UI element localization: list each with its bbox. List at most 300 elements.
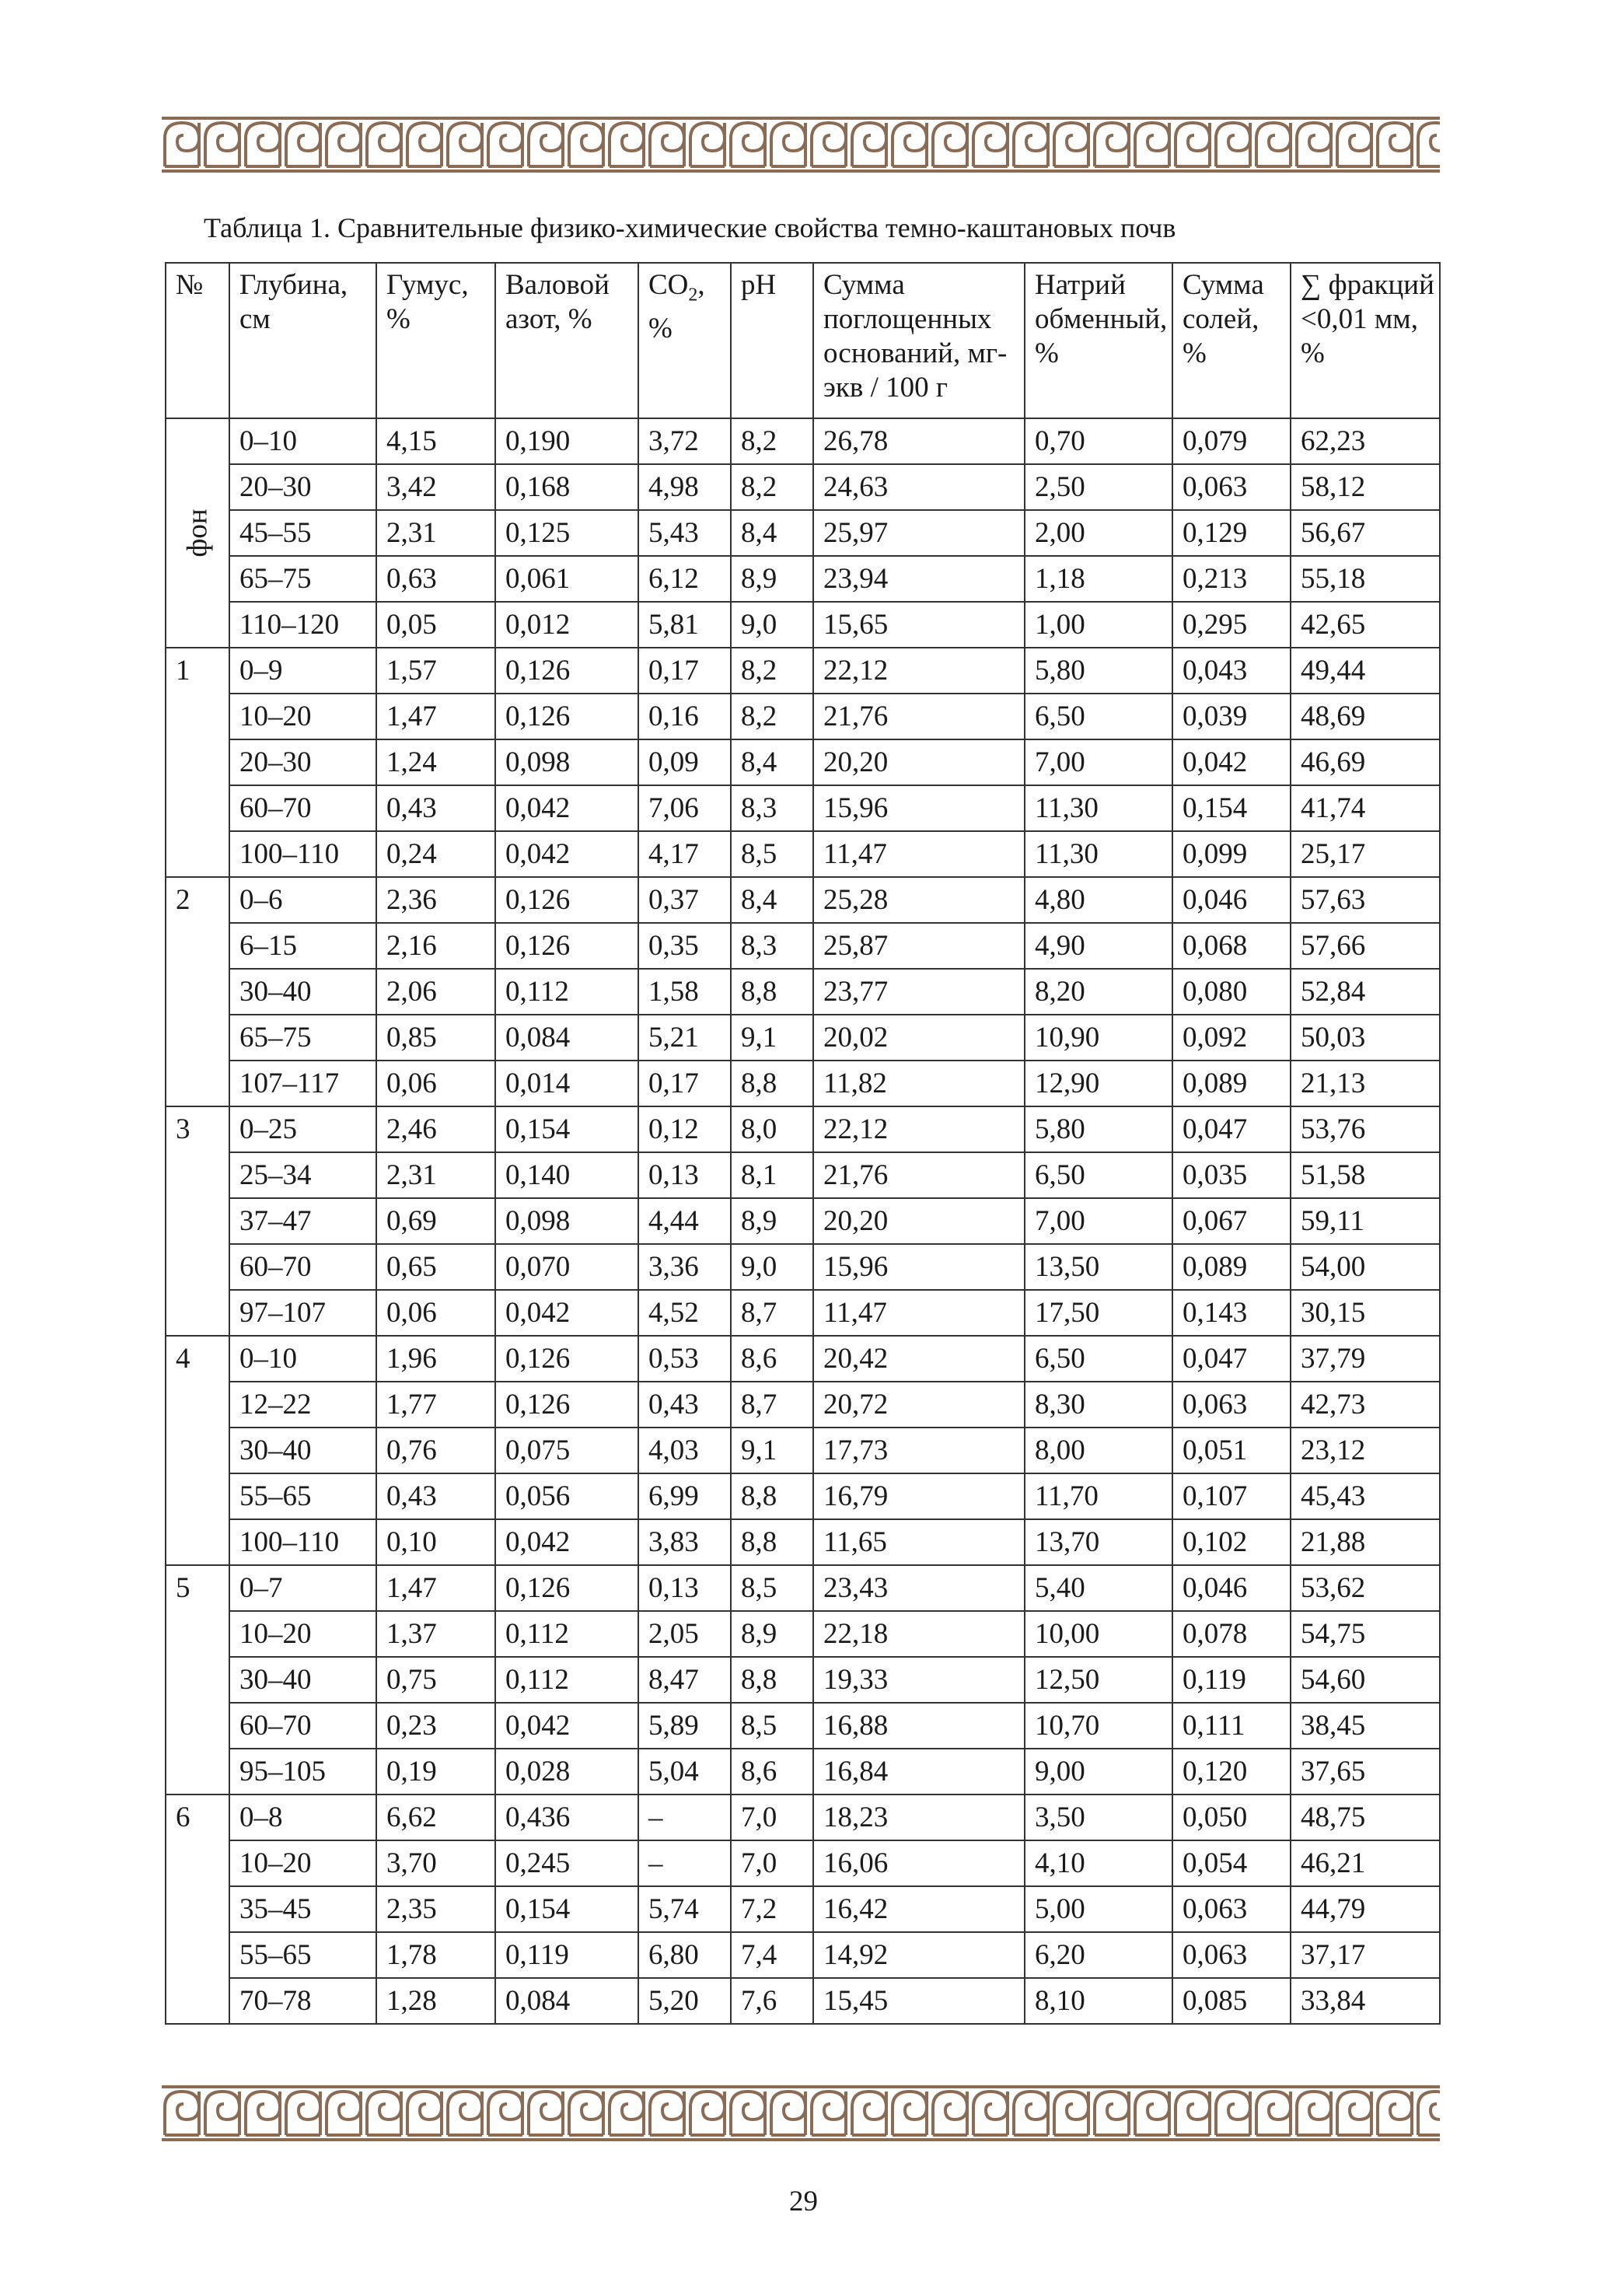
- cell-salts: 0,063: [1172, 1886, 1291, 1932]
- cell-salts: 0,067: [1172, 1198, 1291, 1244]
- cell-fractions: 54,60: [1291, 1657, 1440, 1703]
- cell-humus: 0,43: [376, 1473, 495, 1519]
- table-row: [166, 785, 1440, 831]
- page-number: 29: [789, 2186, 818, 2217]
- cell-sodium: 12,50: [1025, 1657, 1172, 1703]
- cell-co2: 0,12: [638, 1106, 731, 1152]
- cell-co2: 0,17: [638, 648, 731, 694]
- cell-depth: 30–40: [229, 1428, 376, 1473]
- cell-fractions: 62,23: [1291, 418, 1440, 464]
- table-row: [166, 739, 1440, 785]
- cell-depth: 0–8: [229, 1795, 376, 1840]
- cell-bases: 20,20: [813, 1198, 1025, 1244]
- cell-bases: 16,42: [813, 1886, 1025, 1932]
- cell-bases: 20,20: [813, 739, 1025, 785]
- cell-ph: 7,2: [731, 1886, 813, 1932]
- cell-humus: 3,42: [376, 464, 495, 510]
- cell-ph: 8,9: [731, 556, 813, 602]
- cell-humus: 4,15: [376, 418, 495, 464]
- cell-salts: 0,047: [1172, 1106, 1291, 1152]
- table-row: [166, 1198, 1440, 1244]
- cell-sodium: 4,90: [1025, 923, 1172, 969]
- cell-ph: 8,7: [731, 1290, 813, 1336]
- cell-humus: 0,85: [376, 1015, 495, 1061]
- cell-humus: 1,47: [376, 694, 495, 739]
- cell-nitrogen: 0,436: [495, 1795, 638, 1840]
- cell-bases: 17,73: [813, 1428, 1025, 1473]
- cell-bases: 22,18: [813, 1611, 1025, 1657]
- cell-salts: 0,080: [1172, 969, 1291, 1015]
- cell-fractions: 57,63: [1291, 877, 1440, 923]
- cell-salts: 0,102: [1172, 1519, 1291, 1565]
- cell-ph: 8,0: [731, 1106, 813, 1152]
- cell-sodium: 13,70: [1025, 1519, 1172, 1565]
- cell-sodium: 12,90: [1025, 1061, 1172, 1106]
- table-row: [166, 1428, 1440, 1473]
- cell-salts: 0,063: [1172, 1382, 1291, 1428]
- cell-sodium: 8,20: [1025, 969, 1172, 1015]
- cell-ph: 9,1: [731, 1015, 813, 1061]
- cell-sodium: 1,00: [1025, 602, 1172, 648]
- cell-ph: 9,1: [731, 1428, 813, 1473]
- cell-humus: 0,69: [376, 1198, 495, 1244]
- cell-sodium: 11,70: [1025, 1473, 1172, 1519]
- cell-salts: 0,111: [1172, 1703, 1291, 1749]
- cell-fractions: 54,00: [1291, 1244, 1440, 1290]
- cell-depth: 20–30: [229, 464, 376, 510]
- cell-co2: 3,83: [638, 1519, 731, 1565]
- cell-depth: 0–6: [229, 877, 376, 923]
- cell-humus: 1,77: [376, 1382, 495, 1428]
- cell-humus: 0,23: [376, 1703, 495, 1749]
- cell-ph: 8,1: [731, 1152, 813, 1198]
- cell-ph: 9,0: [731, 602, 813, 648]
- cell-nitrogen: 0,140: [495, 1152, 638, 1198]
- cell-co2: 5,43: [638, 510, 731, 556]
- cell-depth: 0–10: [229, 1336, 376, 1382]
- cell-bases: 19,33: [813, 1657, 1025, 1703]
- group-number: 2: [166, 877, 229, 1106]
- cell-nitrogen: 0,014: [495, 1061, 638, 1106]
- cell-depth: 60–70: [229, 1244, 376, 1290]
- cell-nitrogen: 0,125: [495, 510, 638, 556]
- cell-fractions: 21,13: [1291, 1061, 1440, 1106]
- cell-nitrogen: 0,126: [495, 648, 638, 694]
- cell-humus: 0,76: [376, 1428, 495, 1473]
- cell-sodium: 10,00: [1025, 1611, 1172, 1657]
- cell-nitrogen: 0,245: [495, 1840, 638, 1886]
- cell-sodium: 5,80: [1025, 1106, 1172, 1152]
- cell-salts: 0,039: [1172, 694, 1291, 739]
- cell-salts: 0,046: [1172, 1565, 1291, 1611]
- cell-fractions: 41,74: [1291, 785, 1440, 831]
- cell-depth: 12–22: [229, 1382, 376, 1428]
- cell-humus: 2,36: [376, 877, 495, 923]
- cell-bases: 25,28: [813, 877, 1025, 923]
- header-nitrogen: Валовой азот, %: [495, 263, 638, 418]
- cell-co2: 0,43: [638, 1382, 731, 1428]
- cell-fractions: 49,44: [1291, 648, 1440, 694]
- header-num: №: [166, 263, 229, 418]
- cell-bases: 16,06: [813, 1840, 1025, 1886]
- header-salts: Сумма солей, %: [1172, 263, 1291, 418]
- cell-nitrogen: 0,112: [495, 969, 638, 1015]
- cell-co2: 6,80: [638, 1932, 731, 1978]
- cell-nitrogen: 0,061: [495, 556, 638, 602]
- cell-depth: 0–25: [229, 1106, 376, 1152]
- cell-nitrogen: 0,042: [495, 1703, 638, 1749]
- cell-humus: 3,70: [376, 1840, 495, 1886]
- cell-fractions: 48,69: [1291, 694, 1440, 739]
- cell-depth: 107–117: [229, 1061, 376, 1106]
- cell-sodium: 2,00: [1025, 510, 1172, 556]
- cell-nitrogen: 0,126: [495, 1565, 638, 1611]
- cell-bases: 11,65: [813, 1519, 1025, 1565]
- cell-fractions: 48,75: [1291, 1795, 1440, 1840]
- cell-bases: 26,78: [813, 418, 1025, 464]
- cell-fractions: 42,73: [1291, 1382, 1440, 1428]
- cell-fractions: 46,21: [1291, 1840, 1440, 1886]
- cell-co2: 0,09: [638, 739, 731, 785]
- cell-humus: 0,06: [376, 1290, 495, 1336]
- cell-bases: 16,79: [813, 1473, 1025, 1519]
- cell-ph: 8,6: [731, 1749, 813, 1795]
- cell-nitrogen: 0,126: [495, 694, 638, 739]
- table-row: [166, 1611, 1440, 1657]
- group-number: 1: [166, 648, 229, 877]
- cell-sodium: 8,30: [1025, 1382, 1172, 1428]
- cell-co2: 8,47: [638, 1657, 731, 1703]
- cell-depth: 65–75: [229, 556, 376, 602]
- header-sodium: Натрий обменный, %: [1025, 263, 1172, 418]
- cell-fractions: 42,65: [1291, 602, 1440, 648]
- header-fractions: ∑ фракций <0,01 мм, %: [1291, 263, 1440, 418]
- group-number: 3: [166, 1106, 229, 1336]
- table-row: [166, 1152, 1440, 1198]
- cell-sodium: 6,20: [1025, 1932, 1172, 1978]
- cell-bases: 15,65: [813, 602, 1025, 648]
- cell-co2: 0,13: [638, 1152, 731, 1198]
- cell-sodium: 10,70: [1025, 1703, 1172, 1749]
- table-row: [166, 1336, 1440, 1382]
- cell-nitrogen: 0,126: [495, 1336, 638, 1382]
- cell-fractions: 51,58: [1291, 1152, 1440, 1198]
- cell-sodium: 6,50: [1025, 1152, 1172, 1198]
- cell-co2: 3,72: [638, 418, 731, 464]
- table-body: [166, 418, 1440, 2024]
- table-row: [166, 464, 1440, 510]
- cell-ph: 9,0: [731, 1244, 813, 1290]
- cell-co2: 4,98: [638, 464, 731, 510]
- cell-depth: 25–34: [229, 1152, 376, 1198]
- cell-humus: 6,62: [376, 1795, 495, 1840]
- cell-fractions: 21,88: [1291, 1519, 1440, 1565]
- cell-nitrogen: 0,084: [495, 1978, 638, 2024]
- group-number: 6: [166, 1795, 229, 2024]
- cell-nitrogen: 0,075: [495, 1428, 638, 1473]
- soil-properties-table: [165, 262, 1441, 2025]
- cell-ph: 8,3: [731, 785, 813, 831]
- cell-sodium: 6,50: [1025, 1336, 1172, 1382]
- table-row: [166, 1290, 1440, 1336]
- cell-fractions: 37,79: [1291, 1336, 1440, 1382]
- cell-depth: 65–75: [229, 1015, 376, 1061]
- table-row: [166, 1473, 1440, 1519]
- cell-salts: 0,154: [1172, 785, 1291, 831]
- cell-sodium: 2,50: [1025, 464, 1172, 510]
- cell-bases: 23,77: [813, 969, 1025, 1015]
- cell-ph: 8,2: [731, 464, 813, 510]
- cell-sodium: 1,18: [1025, 556, 1172, 602]
- cell-nitrogen: 0,190: [495, 418, 638, 464]
- cell-ph: 8,8: [731, 969, 813, 1015]
- cell-salts: 0,079: [1172, 418, 1291, 464]
- table-row: [166, 1978, 1440, 2024]
- cell-nitrogen: 0,112: [495, 1657, 638, 1703]
- cell-fractions: 23,12: [1291, 1428, 1440, 1473]
- cell-depth: 60–70: [229, 785, 376, 831]
- cell-co2: 0,37: [638, 877, 731, 923]
- cell-depth: 10–20: [229, 1611, 376, 1657]
- cell-salts: 0,107: [1172, 1473, 1291, 1519]
- cell-co2: 0,53: [638, 1336, 731, 1382]
- cell-humus: 0,43: [376, 785, 495, 831]
- cell-ph: 8,9: [731, 1198, 813, 1244]
- cell-bases: 16,88: [813, 1703, 1025, 1749]
- cell-salts: 0,043: [1172, 648, 1291, 694]
- table-row: [166, 1382, 1440, 1428]
- cell-sodium: 6,50: [1025, 694, 1172, 739]
- cell-co2: 5,81: [638, 602, 731, 648]
- cell-co2: 4,44: [638, 1198, 731, 1244]
- table-row: [166, 1657, 1440, 1703]
- cell-ph: 8,8: [731, 1473, 813, 1519]
- cell-co2: 0,13: [638, 1565, 731, 1611]
- cell-salts: 0,046: [1172, 877, 1291, 923]
- cell-nitrogen: 0,168: [495, 464, 638, 510]
- cell-salts: 0,295: [1172, 602, 1291, 648]
- cell-depth: 97–107: [229, 1290, 376, 1336]
- cell-fractions: 55,18: [1291, 556, 1440, 602]
- cell-sodium: 5,80: [1025, 648, 1172, 694]
- table-row: [166, 602, 1440, 648]
- cell-sodium: 4,10: [1025, 1840, 1172, 1886]
- cell-salts: 0,078: [1172, 1611, 1291, 1657]
- cell-fractions: 44,79: [1291, 1886, 1440, 1932]
- cell-salts: 0,035: [1172, 1152, 1291, 1198]
- cell-bases: 15,96: [813, 785, 1025, 831]
- cell-fractions: 33,84: [1291, 1978, 1440, 2024]
- cell-fractions: 25,17: [1291, 831, 1440, 877]
- cell-depth: 35–45: [229, 1886, 376, 1932]
- cell-co2: –: [638, 1795, 731, 1840]
- cell-nitrogen: 0,126: [495, 877, 638, 923]
- cell-bases: 23,94: [813, 556, 1025, 602]
- cell-depth: 0–9: [229, 648, 376, 694]
- group-number: 5: [166, 1565, 229, 1795]
- cell-co2: 7,06: [638, 785, 731, 831]
- cell-co2: 4,52: [638, 1290, 731, 1336]
- cell-nitrogen: 0,042: [495, 1290, 638, 1336]
- cell-sodium: 8,00: [1025, 1428, 1172, 1473]
- cell-salts: 0,050: [1172, 1795, 1291, 1840]
- cell-ph: 8,2: [731, 648, 813, 694]
- cell-ph: 8,3: [731, 923, 813, 969]
- cell-depth: 30–40: [229, 1657, 376, 1703]
- header-row: [166, 263, 1440, 418]
- cell-nitrogen: 0,028: [495, 1749, 638, 1795]
- cell-depth: 95–105: [229, 1749, 376, 1795]
- table-row: [166, 923, 1440, 969]
- cell-co2: 0,17: [638, 1061, 731, 1106]
- cell-ph: 8,6: [731, 1336, 813, 1382]
- table-row: [166, 1703, 1440, 1749]
- cell-sodium: 13,50: [1025, 1244, 1172, 1290]
- cell-co2: 4,17: [638, 831, 731, 877]
- cell-ph: 8,8: [731, 1657, 813, 1703]
- table-row: [166, 1565, 1440, 1611]
- cell-bases: 15,96: [813, 1244, 1025, 1290]
- table-row: [166, 1015, 1440, 1061]
- cell-nitrogen: 0,070: [495, 1244, 638, 1290]
- cell-ph: 8,4: [731, 739, 813, 785]
- cell-sodium: 7,00: [1025, 739, 1172, 785]
- cell-ph: 8,7: [731, 1382, 813, 1428]
- cell-humus: 0,06: [376, 1061, 495, 1106]
- cell-bases: 22,12: [813, 648, 1025, 694]
- cell-bases: 11,47: [813, 1290, 1025, 1336]
- cell-sodium: 7,00: [1025, 1198, 1172, 1244]
- cell-humus: 0,24: [376, 831, 495, 877]
- cell-sodium: 10,90: [1025, 1015, 1172, 1061]
- cell-sodium: 5,40: [1025, 1565, 1172, 1611]
- cell-nitrogen: 0,084: [495, 1015, 638, 1061]
- table-row: [166, 1932, 1440, 1978]
- cell-salts: 0,054: [1172, 1840, 1291, 1886]
- cell-salts: 0,089: [1172, 1061, 1291, 1106]
- cell-bases: 14,92: [813, 1932, 1025, 1978]
- cell-bases: 20,72: [813, 1382, 1025, 1428]
- cell-humus: 1,57: [376, 648, 495, 694]
- cell-bases: 22,12: [813, 1106, 1025, 1152]
- table-row: [166, 1106, 1440, 1152]
- table-row: [166, 1519, 1440, 1565]
- cell-salts: 0,063: [1172, 1932, 1291, 1978]
- table-row: [166, 556, 1440, 602]
- cell-depth: 55–65: [229, 1932, 376, 1978]
- cell-salts: 0,063: [1172, 464, 1291, 510]
- cell-fractions: 45,43: [1291, 1473, 1440, 1519]
- cell-depth: 20–30: [229, 739, 376, 785]
- cell-ph: 8,2: [731, 694, 813, 739]
- cell-fractions: 30,15: [1291, 1290, 1440, 1336]
- cell-nitrogen: 0,012: [495, 602, 638, 648]
- cell-ph: 8,5: [731, 831, 813, 877]
- cell-depth: 110–120: [229, 602, 376, 648]
- cell-fractions: 37,17: [1291, 1932, 1440, 1978]
- cell-ph: 8,4: [731, 877, 813, 923]
- cell-bases: 11,82: [813, 1061, 1025, 1106]
- table-row: [166, 1840, 1440, 1886]
- cell-sodium: 11,30: [1025, 785, 1172, 831]
- cell-nitrogen: 0,154: [495, 1106, 638, 1152]
- cell-nitrogen: 0,098: [495, 739, 638, 785]
- cell-co2: 0,35: [638, 923, 731, 969]
- cell-depth: 100–110: [229, 1519, 376, 1565]
- cell-depth: 0–7: [229, 1565, 376, 1611]
- cell-depth: 0–10: [229, 418, 376, 464]
- cell-humus: 1,37: [376, 1611, 495, 1657]
- header-humus: Гумус, %: [376, 263, 495, 418]
- cell-nitrogen: 0,126: [495, 1382, 638, 1428]
- cell-ph: 8,2: [731, 418, 813, 464]
- cell-co2: 6,99: [638, 1473, 731, 1519]
- cell-salts: 0,068: [1172, 923, 1291, 969]
- cell-co2: 5,21: [638, 1015, 731, 1061]
- cell-humus: 1,28: [376, 1978, 495, 2024]
- cell-ph: 8,8: [731, 1519, 813, 1565]
- cell-sodium: 4,80: [1025, 877, 1172, 923]
- table-row: [166, 418, 1440, 464]
- decorative-ornament-bottom: [162, 2085, 1440, 2141]
- cell-co2: 1,58: [638, 969, 731, 1015]
- cell-bases: 15,45: [813, 1978, 1025, 2024]
- cell-salts: 0,085: [1172, 1978, 1291, 2024]
- cell-sodium: 3,50: [1025, 1795, 1172, 1840]
- table-row: [166, 969, 1440, 1015]
- cell-fractions: 53,62: [1291, 1565, 1440, 1611]
- cell-depth: 6–15: [229, 923, 376, 969]
- cell-depth: 100–110: [229, 831, 376, 877]
- cell-humus: 2,16: [376, 923, 495, 969]
- cell-salts: 0,213: [1172, 556, 1291, 602]
- cell-humus: 2,06: [376, 969, 495, 1015]
- cell-bases: 20,02: [813, 1015, 1025, 1061]
- cell-co2: –: [638, 1840, 731, 1886]
- cell-fractions: 50,03: [1291, 1015, 1440, 1061]
- table-row: [166, 877, 1440, 923]
- cell-bases: 16,84: [813, 1749, 1025, 1795]
- cell-bases: 11,47: [813, 831, 1025, 877]
- cell-bases: 25,87: [813, 923, 1025, 969]
- cell-nitrogen: 0,042: [495, 1519, 638, 1565]
- table-row: [166, 1795, 1440, 1840]
- cell-sodium: 8,10: [1025, 1978, 1172, 2024]
- cell-bases: 21,76: [813, 1152, 1025, 1198]
- cell-fractions: 58,12: [1291, 464, 1440, 510]
- cell-nitrogen: 0,056: [495, 1473, 638, 1519]
- cell-sodium: 11,30: [1025, 831, 1172, 877]
- cell-humus: 0,63: [376, 556, 495, 602]
- cell-co2: 5,20: [638, 1978, 731, 2024]
- table-row: [166, 1886, 1440, 1932]
- cell-humus: 0,19: [376, 1749, 495, 1795]
- cell-salts: 0,047: [1172, 1336, 1291, 1382]
- table-row: [166, 1749, 1440, 1795]
- cell-fractions: 37,65: [1291, 1749, 1440, 1795]
- cell-bases: 25,97: [813, 510, 1025, 556]
- cell-ph: 7,6: [731, 1978, 813, 2024]
- header-co2: $CO_2$, %: [638, 263, 731, 418]
- cell-ph: 8,5: [731, 1703, 813, 1749]
- cell-nitrogen: 0,042: [495, 831, 638, 877]
- cell-ph: 8,5: [731, 1565, 813, 1611]
- cell-fractions: 59,11: [1291, 1198, 1440, 1244]
- cell-fractions: 46,69: [1291, 739, 1440, 785]
- cell-fractions: 53,76: [1291, 1106, 1440, 1152]
- table-caption: Таблица 1. Сравнительные физико-химические свойства темно-каштановых почв: [204, 212, 1176, 243]
- cell-co2: 5,04: [638, 1749, 731, 1795]
